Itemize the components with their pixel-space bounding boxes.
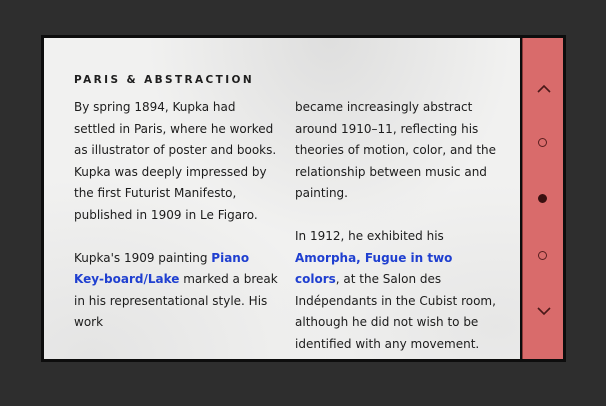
article-column-left (74, 97, 279, 355)
link-piano-keyboard-lake[interactable]: Piano Key-board/Lake (74, 250, 250, 286)
pager-sidebar (522, 38, 563, 359)
next-button[interactable] (523, 296, 564, 326)
page-dot-1[interactable] (538, 138, 547, 147)
paragraph: By spring 1894, Kupka had settled in Paris, where he worked as illustrator of poster and books. Kupka was deeply impressed by the first Futurist Manifesto, published in 1909 in Le Figaro. (74, 100, 277, 222)
paragraph (74, 248, 279, 334)
link-amorpha-fugue[interactable]: Amorpha, Fugue in two colors (295, 250, 453, 286)
article-column-right (295, 97, 500, 359)
paragraph-text: In 1912, he exhibited his (295, 229, 444, 243)
chevron-up-icon (536, 74, 552, 104)
page-dot-2[interactable] (538, 194, 547, 203)
article-heading: PARIS & ABSTRACTION (74, 74, 255, 86)
previous-button[interactable] (523, 74, 564, 104)
paragraph (295, 226, 500, 355)
article-panel (44, 38, 520, 359)
paragraph-text: marked a break in his representational style. His work (74, 272, 278, 329)
slide-frame (41, 35, 566, 362)
paragraph-text: Kupka's 1909 painting (74, 250, 212, 265)
page-dot-3[interactable] (538, 251, 547, 260)
paragraph: became increasingly abstract around 1910–11, reflecting his theories of motion, color, and the relationship between music and painting. (295, 100, 497, 200)
chevron-down-icon (536, 296, 552, 326)
paragraph-text: , at the Salon des Indépendants in the Cubist room, although he did not wish to be identified with any movement. (295, 272, 496, 351)
